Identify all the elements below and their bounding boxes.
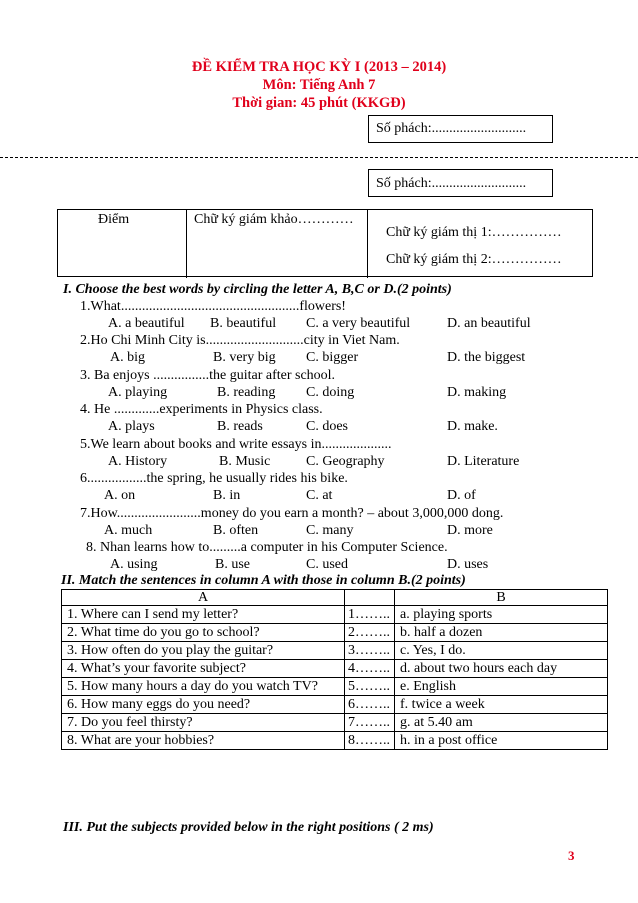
question-stem: 6.................the spring, he usually rides his bike. [80, 471, 348, 486]
option-a: A. a beautiful [108, 316, 185, 331]
option-b: B. very big [213, 350, 276, 365]
option-d: D. uses [447, 557, 489, 572]
table-row [62, 714, 608, 732]
section-2-title: II. Match the sentences in column A with those in column B.(2 points) [61, 573, 466, 588]
column-a-header: A [62, 590, 345, 606]
option-c: C. at [306, 488, 333, 503]
option-a: A. History [108, 454, 168, 469]
option-b: B. reads [217, 419, 263, 434]
answer-blank[interactable]: 8…….. [345, 732, 395, 750]
option-c: C. a very beautiful [306, 316, 411, 331]
score-signature-box [57, 209, 593, 277]
answer-blank[interactable]: 5…….. [345, 678, 395, 696]
answer-blank[interactable]: 7…….. [345, 714, 395, 732]
exam-subject: Môn: Tiếng Anh 7 [262, 77, 376, 93]
exam-title: ĐỀ KIỂM TRA HỌC KỲ I (2013 – 2014) [191, 59, 447, 75]
column-a-cell: 4. What’s your favorite subject? [62, 660, 345, 678]
question-stem: 3. Ba enjoys ................the guitar after school. [80, 368, 336, 383]
divider [186, 210, 187, 278]
column-a-cell: 7. Do you feel thirsty? [62, 714, 345, 732]
option-c: C. bigger [306, 350, 359, 365]
question-stem: 5.We learn about books and write essays in.................... [80, 437, 392, 452]
column-a-cell: 1. Where can I send my letter? [62, 606, 345, 624]
column-b-cell: c. Yes, I do. [395, 642, 608, 660]
column-b-cell: e. English [395, 678, 608, 696]
column-b-cell: f. twice a week [395, 696, 608, 714]
option-d: D. Literature [447, 454, 520, 469]
option-a: A. playing [108, 385, 168, 400]
option-c: C. does [306, 419, 348, 434]
option-d: D. make. [447, 419, 498, 434]
option-b: B. often [213, 523, 259, 538]
option-c: C. used [306, 557, 348, 572]
table-row [62, 696, 608, 714]
so-phach-label-top: Số phách:........................... [376, 121, 527, 136]
option-a: A. much [104, 523, 153, 538]
column-a-cell: 2. What time do you go to school? [62, 624, 345, 642]
option-b: B. use [215, 557, 250, 572]
table-row [62, 624, 608, 642]
option-d: D. of [447, 488, 476, 503]
giam-thi-2-label: Chữ ký giám thị 2:…………… [386, 252, 562, 267]
option-d: D. more [447, 523, 493, 538]
column-a-cell: 8. What are your hobbies? [62, 732, 345, 750]
answer-blank[interactable]: 3…….. [345, 642, 395, 660]
column-a-cell: 3. How often do you play the guitar? [62, 642, 345, 660]
question-stem: 8. Nhan learns how to.........a computer in his Computer Science. [86, 540, 448, 555]
option-a: A. using [110, 557, 158, 572]
table-row [62, 678, 608, 696]
diem-label: Điểm [98, 212, 130, 227]
table-row [62, 732, 608, 750]
column-b-cell: h. in a post office [395, 732, 608, 750]
column-b-cell: d. about two hours each day [395, 660, 608, 678]
answer-blank[interactable]: 1…….. [345, 606, 395, 624]
matching-table [61, 589, 608, 750]
column-b-cell: b. half a dozen [395, 624, 608, 642]
so-phach-box-bottom [368, 169, 553, 197]
question-stem: 2.Ho Chi Minh City is............................city in Viet Nam. [80, 333, 400, 348]
option-b: B. reading [217, 385, 276, 400]
answer-blank[interactable]: 6…….. [345, 696, 395, 714]
option-d: D. the biggest [447, 350, 526, 365]
option-c: C. doing [306, 385, 355, 400]
giam-thi-1-label: Chữ ký giám thị 1:…………… [386, 225, 562, 240]
giam-khao-label: Chữ ký giám khảo………… [194, 212, 354, 227]
answer-column-header [345, 590, 395, 606]
question-stem: 7.How........................money do you earn a month? – about 3,000,000 dong. [80, 506, 504, 521]
table-row [62, 606, 608, 624]
column-b-cell: g. at 5.40 am [395, 714, 608, 732]
divider [367, 210, 368, 278]
option-d: D. making [447, 385, 507, 400]
table-row [62, 660, 608, 678]
option-c: C. many [306, 523, 354, 538]
so-phach-box-top [368, 115, 553, 143]
column-b-header: B [395, 590, 608, 606]
option-b: B. in [213, 488, 241, 503]
option-b: B. beautiful [210, 316, 277, 331]
column-a-cell: 5. How many hours a day do you watch TV? [62, 678, 345, 696]
column-b-cell: a. playing sports [395, 606, 608, 624]
page-number: 3 [568, 848, 575, 863]
section-3-title: III. Put the subjects provided below in the right positions ( 2 ms) [63, 820, 434, 835]
column-a-cell: 6. How many eggs do you need? [62, 696, 345, 714]
exam-time: Thời gian: 45 phút (KKGĐ) [232, 95, 406, 111]
option-a: A. on [104, 488, 136, 503]
answer-blank[interactable]: 2…….. [345, 624, 395, 642]
so-phach-label-bottom: Số phách:........................... [376, 176, 527, 191]
question-stem: 1.What...................................................flowers! [80, 299, 346, 314]
option-b: B. Music [219, 454, 271, 469]
option-c: C. Geography [306, 454, 385, 469]
question-stem: 4. He .............experiments in Physics class. [80, 402, 323, 417]
option-a: A. plays [108, 419, 155, 434]
table-header-row [62, 590, 608, 606]
cut-line [0, 157, 638, 158]
answer-blank[interactable]: 4…….. [345, 660, 395, 678]
section-1-title: I. Choose the best words by circling the letter A, B,C or D.(2 points) [63, 282, 452, 297]
option-a: A. big [110, 350, 145, 365]
table-row [62, 642, 608, 660]
option-d: D. an beautiful [447, 316, 531, 331]
